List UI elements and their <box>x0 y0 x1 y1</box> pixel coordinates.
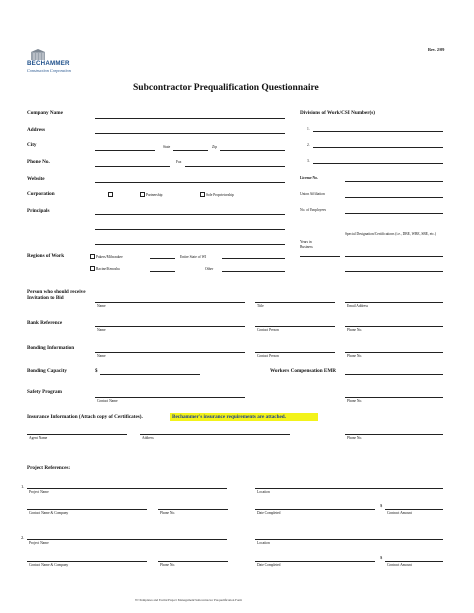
footer-file-path: W:\Templates and Forms\Project Management\Subcontractor Prequalification Form <box>135 598 243 602</box>
employees-label: No. of Employees <box>300 208 327 212</box>
logo-name: BECHAMMER <box>27 60 70 67</box>
project-2-phone-field[interactable] <box>158 561 228 562</box>
fax-field[interactable] <box>185 166 285 167</box>
project-2-date-caption: Date Completed <box>257 563 281 567</box>
logo-subtitle: Construction Corporation <box>27 68 71 73</box>
workers-comp-field[interactable] <box>345 374 443 375</box>
bonding-capacity-dollar: $ <box>95 369 98 374</box>
project-1-date-caption: Date Completed <box>257 511 281 515</box>
region-2-field[interactable] <box>222 258 285 259</box>
project-2-amount-field[interactable] <box>385 561 443 562</box>
division-1-number: 1. <box>307 127 310 131</box>
zip-label: Zip <box>212 145 217 149</box>
region-1-label: Pakers/Milwaukee <box>96 255 123 259</box>
project-1-amount-field[interactable] <box>385 509 443 510</box>
region-3-label: Racine/Kenosha <box>96 267 120 271</box>
insurance-label: Insurance Information (Attach copy of Certificates). <box>27 414 143 420</box>
company-name-field[interactable] <box>95 118 285 119</box>
bank-phone-field[interactable] <box>345 326 443 327</box>
revision-label: Rev. 2/09 <box>428 47 445 52</box>
special-designation-field-2[interactable] <box>345 271 443 272</box>
insurance-requirements-note: Bechammer's insurance requirements are attached. <box>172 414 286 420</box>
invitation-title-caption: Title <box>257 304 264 308</box>
project-1-name-caption: Project Name <box>29 490 49 494</box>
insurance-address-field[interactable] <box>140 434 290 435</box>
project-2-location-field[interactable] <box>255 539 443 540</box>
project-2-dollar: $ <box>380 555 383 560</box>
invitation-title-field[interactable] <box>255 302 335 303</box>
project-2-contact-caption: Contact Name & Company <box>29 563 69 567</box>
union-field[interactable] <box>345 197 443 198</box>
principals-field-2[interactable] <box>95 229 285 230</box>
partnership-checkbox[interactable] <box>140 192 145 197</box>
corporation-label: Corporation <box>27 191 55 197</box>
project-1-contact-caption: Contact Name & Company <box>29 511 69 515</box>
project-1-contact-field[interactable] <box>27 509 147 510</box>
region-3-checkbox[interactable] <box>90 266 95 271</box>
bonding-capacity-label: Bonding Capacity <box>27 368 67 374</box>
region-1-checkbox[interactable] <box>90 254 95 259</box>
safety-contact-field[interactable] <box>95 397 245 398</box>
project-1-phone-caption: Phone No. <box>160 511 176 515</box>
website-label: Website <box>27 176 45 182</box>
safety-phone-field[interactable] <box>345 397 443 398</box>
union-label: Union Affiliation <box>300 192 325 196</box>
bonding-phone-caption: Phone No. <box>347 354 363 358</box>
insurance-agent-caption: Agent Name <box>29 436 48 440</box>
bank-name-caption: Name <box>97 328 106 332</box>
bonding-name-field[interactable] <box>95 352 245 353</box>
safety-phone-caption: Phone No. <box>347 399 363 403</box>
company-logo <box>30 47 46 58</box>
project-2-number: 2. <box>21 535 25 540</box>
bank-phone-caption: Phone No. <box>347 328 363 332</box>
insurance-phone-field[interactable] <box>345 434 443 435</box>
safety-contact-caption: Contact Name <box>97 399 118 403</box>
website-field[interactable] <box>95 182 285 183</box>
workers-comp-label: Workers Compensation EMR <box>270 368 336 374</box>
bonding-capacity-field[interactable] <box>100 374 200 375</box>
years-label: Years in Business <box>300 240 313 249</box>
project-1-phone-field[interactable] <box>158 509 228 510</box>
principals-field-3[interactable] <box>95 244 285 245</box>
project-2-amount-caption: Contract Amount <box>387 563 412 567</box>
invitation-name-caption: Name <box>97 304 106 308</box>
state-field[interactable] <box>173 150 208 151</box>
project-1-amount-caption: Contract Amount <box>387 511 412 515</box>
zip-field[interactable] <box>220 150 285 151</box>
project-1-location-caption: Location <box>257 490 270 494</box>
building-logo-icon <box>30 49 46 60</box>
city-field[interactable] <box>95 150 155 151</box>
sole-proprietorship-checkbox[interactable] <box>200 192 205 197</box>
address-field[interactable] <box>95 133 285 134</box>
principals-field-1[interactable] <box>95 214 285 215</box>
region-4-field[interactable] <box>222 271 285 272</box>
project-2-name-caption: Project Name <box>29 541 49 545</box>
project-2-phone-caption: Phone No. <box>160 563 176 567</box>
regions-label: Regions of Work <box>27 253 65 259</box>
division-3-field[interactable] <box>313 163 443 164</box>
division-2-field[interactable] <box>313 147 443 148</box>
project-1-location-field[interactable] <box>255 488 443 489</box>
region-2-label: Entire State of WI <box>180 255 207 259</box>
project-references-label: Project References: <box>27 465 71 471</box>
project-1-date-field[interactable] <box>255 509 375 510</box>
region-3-field[interactable] <box>150 271 175 272</box>
license-label: License No. <box>300 176 318 180</box>
years-field[interactable] <box>300 256 340 257</box>
bonding-name-caption: Name <box>97 354 106 358</box>
company-name-label: Company Name <box>27 110 63 116</box>
state-label: State <box>163 145 171 149</box>
divisions-label: Divisions of Work/CSI Number(s) <box>300 110 375 116</box>
project-2-contact-field[interactable] <box>27 561 147 562</box>
division-3-number: 3. <box>307 159 310 163</box>
sole-proprietorship-label: Sole Proprietorship <box>206 193 234 197</box>
division-2-number: 2. <box>307 143 310 147</box>
invitation-email-field[interactable] <box>345 302 443 303</box>
principals-label: Principals <box>27 208 50 214</box>
region-1-field[interactable] <box>150 258 175 259</box>
city-label: City <box>27 142 37 148</box>
project-1-name-field[interactable] <box>27 488 227 489</box>
address-label: Address <box>27 127 46 133</box>
project-1-number: 1. <box>21 484 25 489</box>
project-1-dollar: $ <box>380 503 383 508</box>
insurance-address-caption: Address <box>142 436 154 440</box>
project-2-name-field[interactable] <box>27 539 227 540</box>
page-title: Subcontractor Prequalification Questionnaire <box>133 83 319 93</box>
phone-label: Phone No. <box>27 159 50 165</box>
employees-field[interactable] <box>345 213 443 214</box>
phone-field[interactable] <box>95 166 170 167</box>
division-1-field[interactable] <box>313 131 443 132</box>
corporation-checkbox[interactable] <box>108 192 113 197</box>
bank-contact-caption: Contact Person <box>257 328 279 332</box>
invitation-email-caption: Email Address <box>347 304 369 308</box>
bank-contact-field[interactable] <box>255 326 335 327</box>
bank-name-field[interactable] <box>95 326 245 327</box>
special-designation-field-1[interactable] <box>345 256 443 257</box>
bonding-phone-field[interactable] <box>345 352 443 353</box>
insurance-agent-field[interactable] <box>27 434 127 435</box>
special-designation-label: Special Designation/Certifications (i.e., DBE, WBE, SBE, etc.) <box>345 232 437 236</box>
bonding-contact-caption: Contact Person <box>257 354 279 358</box>
safety-program-label: Safety Program <box>27 389 62 395</box>
project-2-location-caption: Location <box>257 541 270 545</box>
license-field[interactable] <box>345 181 443 182</box>
bank-reference-label: Bank Reference <box>27 320 63 326</box>
invitation-name-field[interactable] <box>95 302 245 303</box>
bonding-contact-field[interactable] <box>255 352 335 353</box>
bonding-info-label: Bonding Information <box>27 345 75 351</box>
insurance-phone-caption: Phone No. <box>347 436 363 440</box>
person-invitation-label: Person who should receive Invitation to Bid <box>27 289 86 301</box>
project-2-date-field[interactable] <box>255 561 375 562</box>
fax-label: Fax <box>176 160 182 164</box>
partnership-label: Partnership <box>146 193 163 197</box>
region-4-label: Other <box>205 267 214 271</box>
